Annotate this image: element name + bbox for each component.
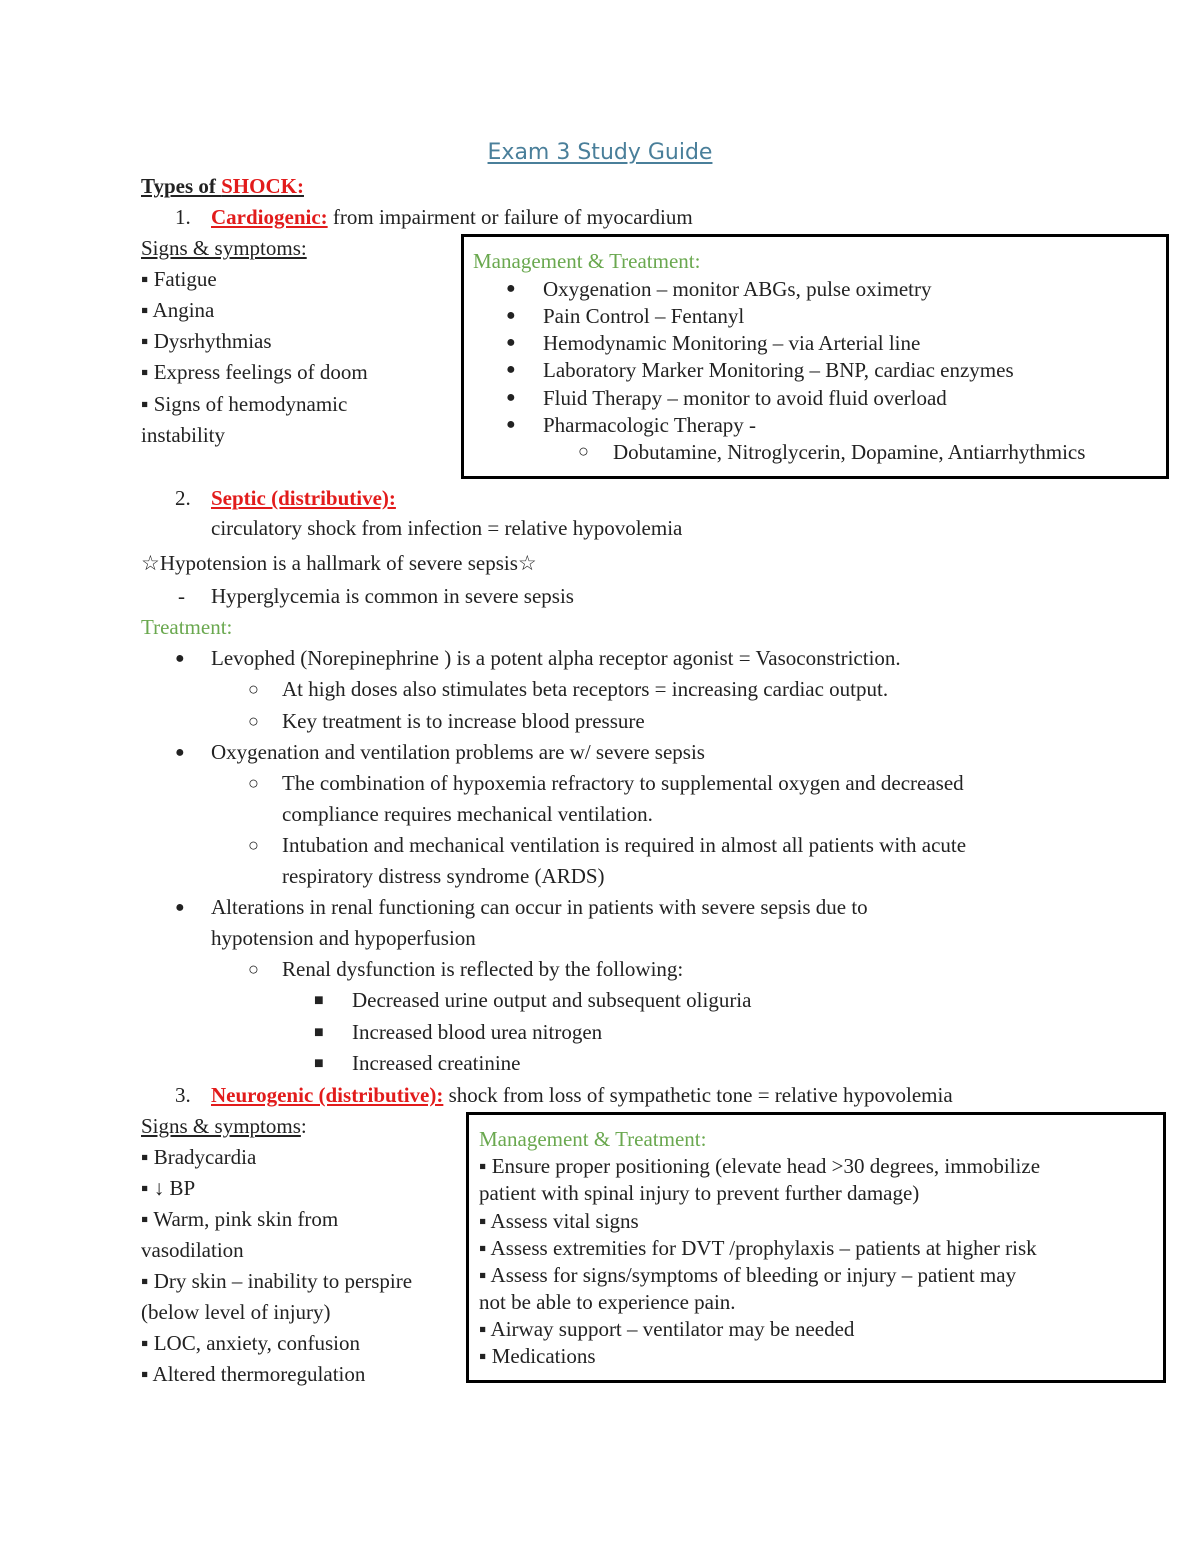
s3-sign: ▪ Warm, pink skin from <box>141 1207 339 1231</box>
s1-mgmt-subitem: Dobutamine, Nitroglycerin, Dopamine, Antiarrhythmics <box>613 440 1086 464</box>
s2-treatment-heading: Treatment: <box>141 615 233 639</box>
s1-sign: ▪ Angina <box>141 298 215 322</box>
s3-mgmt-item: ▪ Ensure proper positioning (elevate head >30 degrees, immobilize <box>479 1154 1041 1178</box>
s1-mgmt-item: Pharmacologic Therapy - <box>543 413 757 437</box>
s2-treatment-subitem-cont: respiratory distress syndrome (ARDS) <box>282 864 605 888</box>
s1-title-line <box>211 207 693 228</box>
bullet-disc: ● <box>175 899 185 916</box>
s3-sign: ▪ Altered thermoregulation <box>141 1362 366 1386</box>
s1-mgmt-item: Laboratory Marker Monitoring – BNP, cardiac enzymes <box>543 358 1014 382</box>
s2-treatment-subitem: Intubation and mechanical ventilation is required in almost all patients with acute <box>282 833 967 857</box>
bullet-disc: ● <box>506 334 516 351</box>
bullet-square: ■ <box>314 992 324 1009</box>
s2-treatment-subitem: Renal dysfunction is reflected by the following: <box>282 957 684 981</box>
s3-mgmt-item: ▪ Assess for signs/symptoms of bleeding or injury – patient may <box>479 1263 1017 1287</box>
bullet-disc: ● <box>175 650 185 667</box>
s1-mgmt-item: Oxygenation – monitor ABGs, pulse oximetry <box>543 277 932 301</box>
page-title: Exam 3 Study Guide <box>487 140 713 165</box>
bullet-circle: ○ <box>248 679 259 699</box>
s3-mgmt-heading: Management & Treatment: <box>479 1127 707 1151</box>
bullet-disc: ● <box>506 416 516 433</box>
s3-mgmt-item: ▪ Medications <box>479 1344 596 1368</box>
bullet-circle: ○ <box>248 835 259 855</box>
s3-signs-heading-colon: : <box>300 1114 307 1138</box>
s2-treatment-item: Levophed (Norepinephrine ) is a potent alpha receptor agonist = Vasoconstriction. <box>211 646 901 670</box>
s2-dash-text: Hyperglycemia is common in severe sepsis <box>211 584 574 608</box>
s1-name: Cardiogenic: <box>211 205 328 229</box>
s3-sign: vasodilation <box>141 1238 244 1262</box>
s3-signs-heading-text: Signs & symptoms <box>141 1114 301 1138</box>
bullet-disc: ● <box>506 389 516 406</box>
s2-desc: circulatory shock from infection = relative hypovolemia <box>211 516 683 540</box>
s1-mgmt-item: Fluid Therapy – monitor to avoid fluid overload <box>543 386 947 410</box>
s3-number: 3. <box>175 1083 191 1107</box>
s3-sign: ▪ Bradycardia <box>141 1145 257 1169</box>
types-heading-highlight: SHOCK: <box>221 174 304 198</box>
s2-dash: - <box>178 584 185 608</box>
s2-name: Septic (distributive): <box>211 486 396 510</box>
s3-desc: shock from loss of sympathetic tone = relative hypovolemia <box>443 1083 953 1107</box>
s3-sign: (below level of injury) <box>141 1300 331 1324</box>
s3-mgmt-item-cont: not be able to experience pain. <box>479 1290 736 1314</box>
s1-mgmt-item: Pain Control – Fentanyl <box>543 304 745 328</box>
s1-signs-heading: Signs & symptoms: <box>141 236 307 260</box>
s1-sign: ▪ Fatigue <box>141 267 217 291</box>
bullet-circle: ○ <box>578 441 589 461</box>
s3-name: Neurogenic (distributive): <box>211 1083 444 1107</box>
bullet-circle: ○ <box>248 773 259 793</box>
s3-sign: ▪ ↓ BP <box>141 1176 196 1200</box>
s2-renal-item: Increased creatinine <box>352 1051 521 1075</box>
s2-renal-item: Decreased urine output and subsequent oliguria <box>352 988 752 1012</box>
s1-mgmt-item: Hemodynamic Monitoring – via Arterial line <box>543 331 921 355</box>
s1-sign: ▪ Signs of hemodynamic <box>141 392 348 416</box>
s3-mgmt-item-cont: patient with spinal injury to prevent further damage) <box>479 1181 920 1205</box>
s3-title-line <box>211 1085 953 1106</box>
s1-sign: instability <box>141 423 225 447</box>
s2-treatment-item-cont: hypotension and hypoperfusion <box>211 926 476 950</box>
s3-sign: ▪ Dry skin – inability to perspire <box>141 1269 413 1293</box>
s3-mgmt-item: ▪ Assess vital signs <box>479 1209 639 1233</box>
s2-treatment-subitem: At high doses also stimulates beta receptors = increasing cardiac output. <box>282 677 889 701</box>
bullet-disc: ● <box>506 361 516 378</box>
s1-sign: ▪ Dysrhythmias <box>141 329 272 353</box>
s2-treatment-item: Alterations in renal functioning can occur in patients with severe sepsis due to <box>211 895 868 919</box>
types-heading <box>141 176 304 197</box>
s2-number: 2. <box>175 486 191 510</box>
bullet-square: ■ <box>314 1055 324 1072</box>
s3-mgmt-item: ▪ Assess extremities for DVT /prophylaxis – patients at higher risk <box>479 1236 1037 1260</box>
s2-treatment-subitem-cont: compliance requires mechanical ventilation. <box>282 802 653 826</box>
bullet-disc: ● <box>175 744 185 761</box>
bullet-circle: ○ <box>248 959 259 979</box>
s3-mgmt-item: ▪ Airway support – ventilator may be needed <box>479 1317 855 1341</box>
s1-number: 1. <box>175 205 191 229</box>
s3-signs-heading <box>141 1116 307 1137</box>
bullet-disc: ● <box>506 307 516 324</box>
bullet-square: ■ <box>314 1024 324 1041</box>
s2-treatment-subitem: The combination of hypoxemia refractory to supplemental oxygen and decreased <box>282 771 964 795</box>
types-heading-prefix: Types of <box>141 174 222 198</box>
s2-hallmark: ☆Hypotension is a hallmark of severe sepsis☆ <box>141 551 537 575</box>
s2-renal-item: Increased blood urea nitrogen <box>352 1020 603 1044</box>
s1-desc: from impairment or failure of myocardium <box>327 205 693 229</box>
bullet-disc: ● <box>506 280 516 297</box>
bullet-circle: ○ <box>248 711 259 731</box>
s2-treatment-item: Oxygenation and ventilation problems are w/ severe sepsis <box>211 740 705 764</box>
s3-sign: ▪ LOC, anxiety, confusion <box>141 1331 360 1355</box>
s2-treatment-subitem: Key treatment is to increase blood pressure <box>282 709 645 733</box>
s1-sign: ▪ Express feelings of doom <box>141 360 368 384</box>
s1-mgmt-heading: Management & Treatment: <box>473 249 701 273</box>
